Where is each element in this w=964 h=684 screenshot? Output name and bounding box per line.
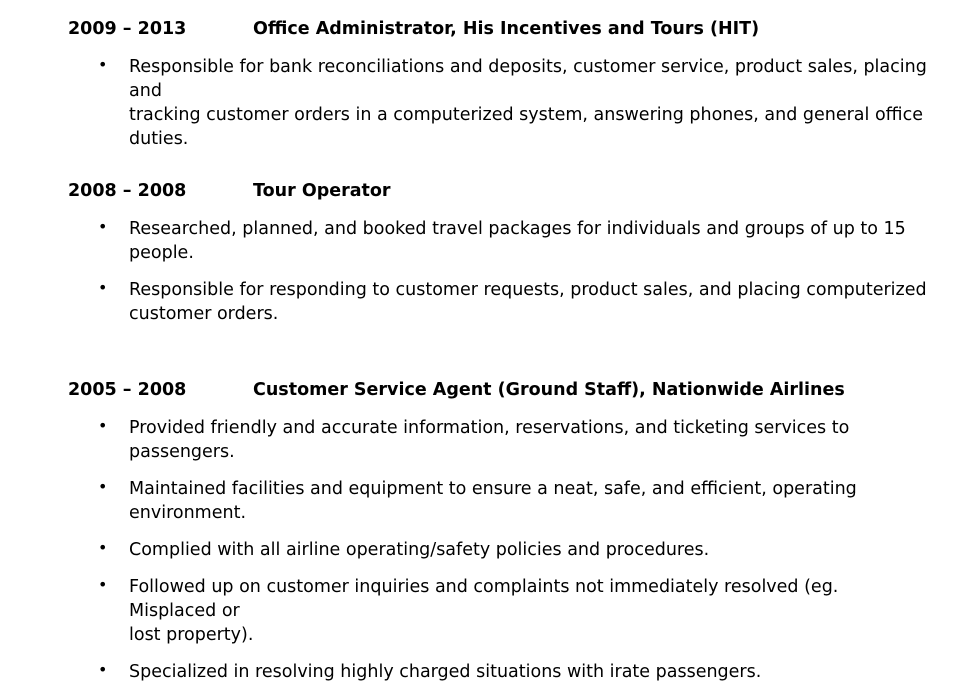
- job-entry-office-administrator: [0, 17, 964, 151]
- list-item: [0, 660, 964, 684]
- job-title: Office Administrator, His Incentives and Tours (HIT): [253, 19, 760, 39]
- list-item: [0, 477, 964, 525]
- job-dates: 2008 – 2008: [68, 181, 187, 201]
- bullet-icon: •: [98, 538, 108, 557]
- duty-text: Followed up on customer inquiries and complaints not immediately resolved (eg. Misplaced or lost property).: [129, 577, 839, 645]
- job-entry-tour-operator: [0, 179, 964, 326]
- duty-text: Provided friendly and accurate information, reservations, and ticketing services to passengers.: [129, 418, 850, 462]
- duty-text: Complied with all airline operating/safety policies and procedures.: [129, 540, 710, 560]
- job-duties-list: [0, 55, 964, 151]
- list-item: [0, 538, 964, 562]
- job-title: Customer Service Agent (Ground Staff), Nationwide Airlines: [253, 380, 845, 400]
- job-header: [0, 179, 964, 203]
- job-duties-list: [0, 217, 964, 326]
- duty-text: Researched, planned, and booked travel packages for individuals and groups of up to 15 people.: [129, 219, 906, 263]
- job-title: Tour Operator: [253, 181, 391, 201]
- list-item: [0, 278, 964, 326]
- list-item: [0, 217, 964, 265]
- duty-text: Responsible for bank reconciliations and deposits, customer service, product sales, placing and tracking customer orders in a computerized system, answering phones, and general office duties.: [129, 57, 927, 149]
- duty-text: Responsible for responding to customer requests, product sales, and placing computerized customer orders.: [129, 280, 927, 324]
- job-dates: 2009 – 2013: [68, 19, 187, 39]
- bullet-icon: •: [98, 55, 108, 74]
- bullet-icon: •: [98, 575, 108, 594]
- job-header: [0, 378, 964, 402]
- list-item: [0, 55, 964, 151]
- bullet-icon: •: [98, 660, 108, 679]
- bullet-icon: •: [98, 217, 108, 236]
- list-item: [0, 416, 964, 464]
- duty-text: Specialized in resolving highly charged situations with irate passengers.: [129, 662, 762, 682]
- duty-text: Maintained facilities and equipment to ensure a neat, safe, and efficient, operating environment.: [129, 479, 857, 523]
- job-dates: 2005 – 2008: [68, 380, 187, 400]
- bullet-icon: •: [98, 278, 108, 297]
- bullet-icon: •: [98, 416, 108, 435]
- job-header: [0, 17, 964, 41]
- bullet-icon: •: [98, 477, 108, 496]
- job-duties-list: [0, 416, 964, 684]
- job-entry-customer-service-agent: [0, 378, 964, 684]
- list-item: [0, 575, 964, 647]
